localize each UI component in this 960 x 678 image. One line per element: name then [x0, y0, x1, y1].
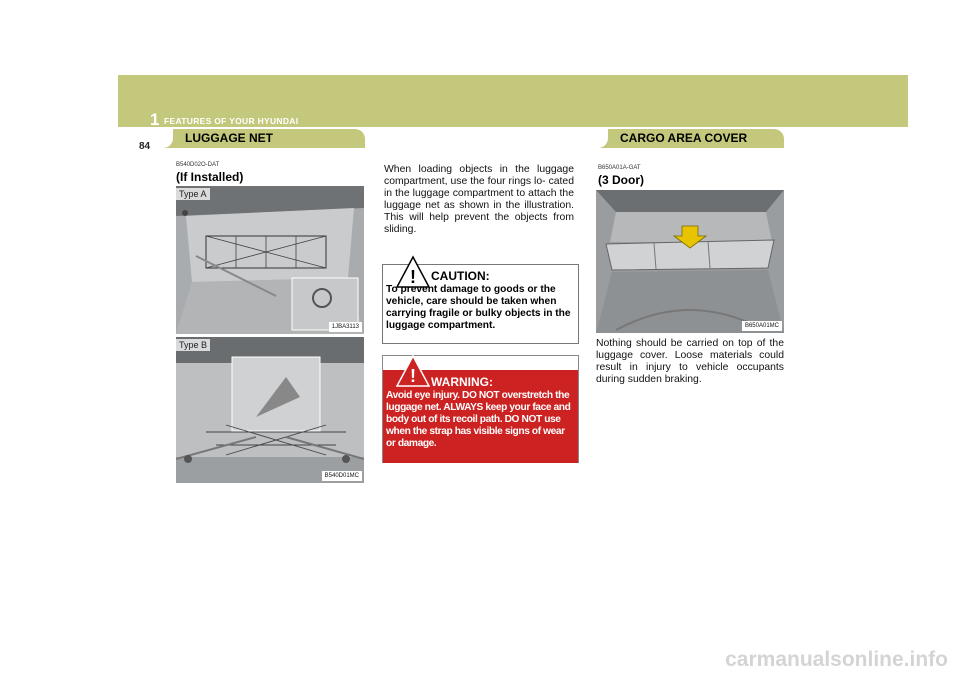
svg-text:!: !: [410, 267, 416, 287]
photo-type-b-code: B540D01MC: [322, 471, 362, 481]
warning-title: WARNING:: [431, 375, 493, 389]
section-number: 1: [150, 110, 160, 129]
photo-type-b-label: Type B: [176, 339, 210, 351]
cargo-area-cover-title: CARGO AREA COVER: [598, 129, 784, 148]
caution-title: CAUTION:: [431, 269, 490, 283]
luggage-net-photo-type-b: [176, 337, 364, 483]
section-title: FEATURES OF YOUR HYUNDAI: [164, 116, 299, 126]
cargo-cover-instructions: Nothing should be carried on top of the luggage cover. Loose materials could result in injury to vehicle occupants during sudden braking.: [596, 338, 784, 385]
luggage-net-heading: (If Installed): [176, 170, 244, 184]
trunk-net-illustration-b: [176, 337, 364, 483]
warning-text: Avoid eye injury. DO NOT overstretch the luggage net. ALWAYS keep your face and body out of its recoil path. DO NOT use when the strap has visible signs of wear or damage.: [386, 390, 571, 449]
cargo-cover-photo-code: B650A01MC: [742, 321, 782, 331]
page-number: 84: [139, 141, 151, 152]
trunk-net-illustration-a: [176, 186, 364, 334]
warning-triangle-icon: [395, 354, 431, 388]
cargo-cover-illustration: [596, 190, 784, 333]
watermark: carmanualsonline.info: [725, 648, 948, 671]
luggage-net-title: LUGGAGE NET: [163, 129, 365, 148]
luggage-net-photo-type-a: [176, 186, 364, 334]
warning-box: [382, 355, 579, 463]
cargo-cover-heading: (3 Door): [598, 173, 644, 187]
photo-type-a-code: 1JBA3113: [329, 322, 362, 332]
cargo-cover-photo: [596, 190, 784, 333]
caution-box: [382, 264, 579, 344]
caution-text: To prevent damage to goods or the vehicle, care should be taken when carrying fragile or bulky objects in the luggage compartment.: [386, 284, 571, 331]
luggage-net-instructions: When loading objects in the luggage compartment, use the four rings lo- cated in the luggage compartment to attach the luggage net as shown in the illustration. This will help prevent the objects from sliding.: [384, 164, 574, 235]
photo-type-a-label: Type A: [176, 188, 210, 200]
luggage-net-code: B540D02O-DAT: [176, 162, 220, 168]
svg-text:!: !: [410, 366, 416, 386]
cargo-cover-code: B650A01A-GAT: [598, 165, 641, 171]
